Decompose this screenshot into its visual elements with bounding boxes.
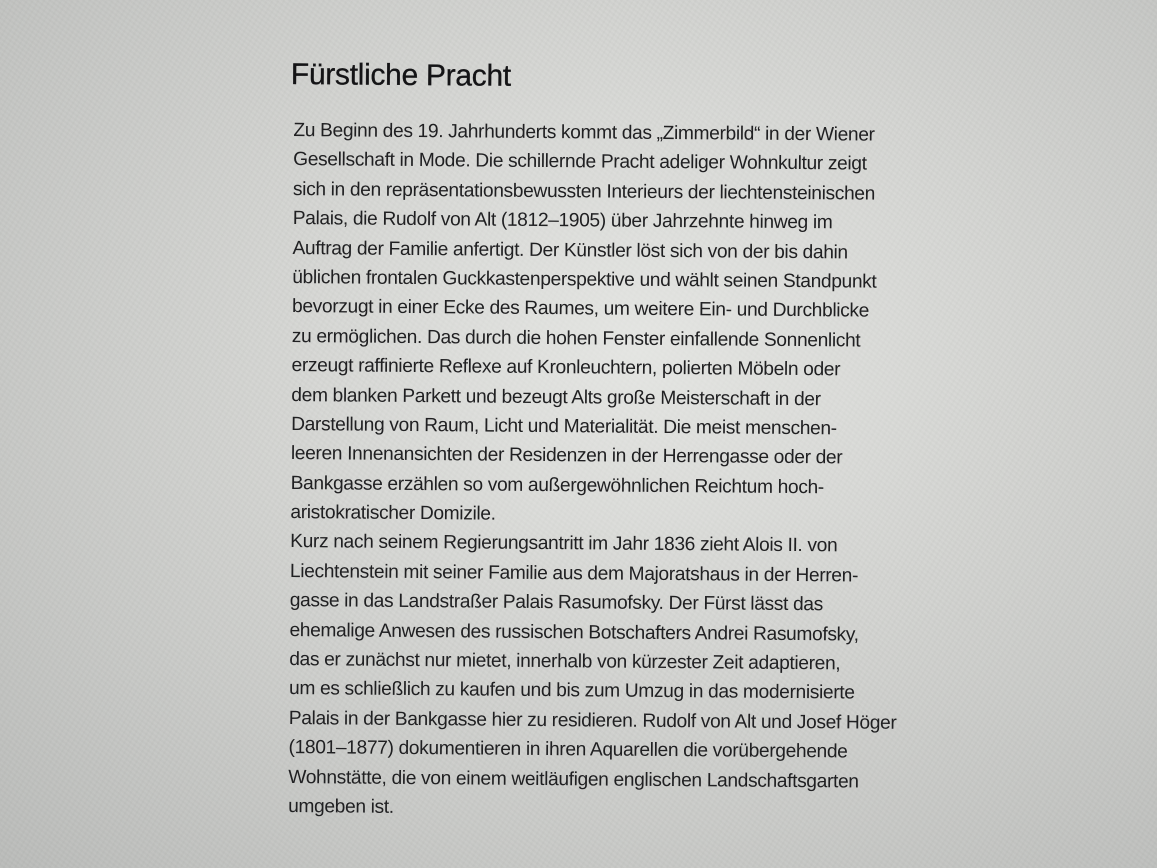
text-line: Palais, die Rudolf von Alt (1812–1905) über Jahrzehnte hinweg im	[292, 208, 833, 234]
text-line: Zu Beginn des 19. Jahrhunderts kommt das „Zimmerbild“ in der Wiener	[293, 120, 875, 146]
text-line: um es schließlich zu kaufen und bis zum Umzug in das modernisierte	[288, 678, 855, 704]
text-line: ehemalige Anwesen des russischen Botschafters Andrei Rasumofsky,	[289, 619, 859, 646]
text-line: zu ermöglichen. Das durch die hohen Fenster einfallende Sonnenlicht	[291, 325, 861, 352]
text-line: (1801–1877) dokumentieren in ihren Aquarellen die vorübergehende	[288, 737, 848, 763]
paragraph-rasumofsky	[282, 527, 924, 826]
text-line: leeren Innenansichten der Residenzen in der Herrengasse oder der	[290, 443, 843, 469]
text-line: dem blanken Parkett und bezeugt Alts große Meisterschaft in der	[291, 384, 821, 410]
text-line: umgeben ist.	[288, 796, 394, 818]
text-line: das er zunächst nur mietet, innerhalb von kürzester Zeit adaptieren,	[289, 649, 841, 675]
text-line: Palais in der Bankgasse hier zu residieren. Rudolf von Alt und Josef Höger	[288, 707, 897, 734]
paragraph-interiors	[284, 116, 927, 532]
text-line: aristokratischer Domizile.	[290, 502, 496, 525]
text-line: erzeugt raffinierte Reflexe auf Kronleuchtern, polierten Möbeln oder	[291, 355, 841, 381]
text-line: Liechtenstein mit seiner Familie aus dem Majoratshaus in der Herren-	[289, 560, 859, 587]
text-line: Gesellschaft in Mode. Die schillernde Pracht adeliger Wohnkultur zeigt	[293, 149, 867, 175]
text-line: Auftrag der Familie anfertigt. Der Künstler löst sich von der bis dahin	[292, 237, 848, 263]
text-line: Kurz nach seinem Regierungsantritt im Jahr 1836 zieht Alois II. von	[290, 531, 838, 557]
text-line: Wohnstätte, die von einem weitläufigen englischen Landschaftsgarten	[288, 766, 859, 793]
wall-text-panel	[282, 58, 928, 826]
panel-title: Fürstliche Pracht	[290, 58, 511, 93]
text-line: bevorzugt in einer Ecke des Raumes, um weitere Ein- und Durchblicke	[291, 296, 870, 322]
text-line: Darstellung von Raum, Licht und Materialität. Die meist menschen-	[291, 413, 837, 440]
text-line: üblichen frontalen Guckkastenperspektive und wählt seinen Standpunkt	[292, 266, 877, 293]
text-line: sich in den repräsentationsbewussten Interieurs der liechtensteinischen	[292, 178, 876, 205]
text-line: gasse in das Landstraßer Palais Rasumofsky. Der Fürst lässt das	[289, 590, 824, 616]
text-line: Bankgasse erzählen so vom außergewöhnlichen Reichtum hoch-	[290, 472, 824, 498]
